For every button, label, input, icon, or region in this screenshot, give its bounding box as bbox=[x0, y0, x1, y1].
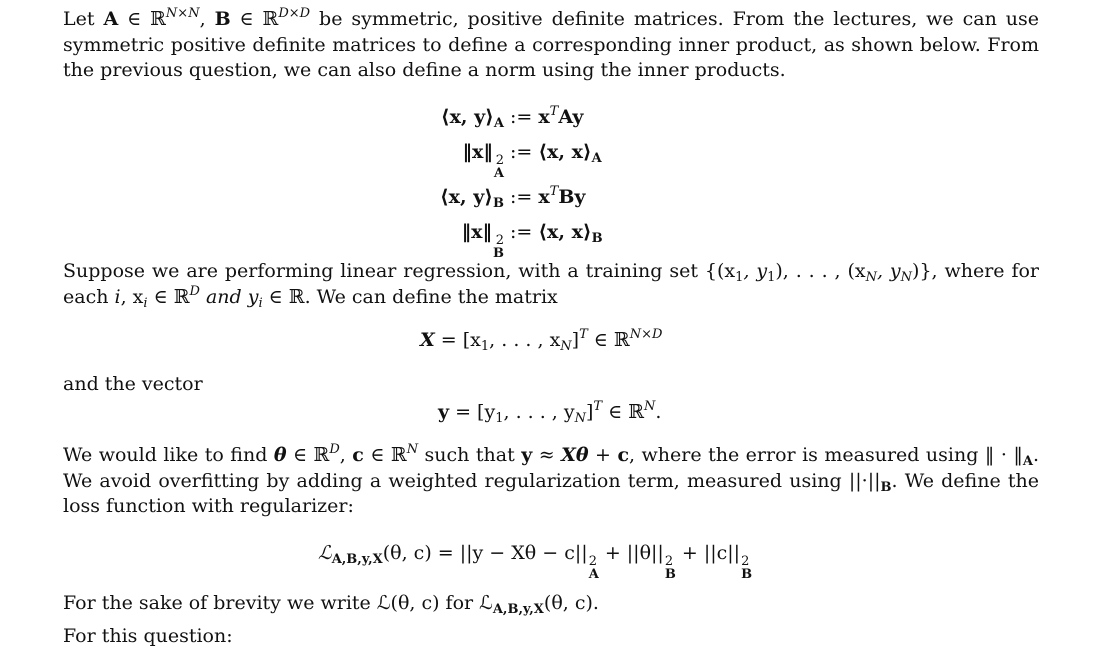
for-this-question-text: For this question: bbox=[63, 625, 233, 647]
def-1-rhs: $x^TAy$ bbox=[538, 104, 584, 128]
def-1-lhs: ⟨x, $y⟩_A$ := bbox=[440, 106, 533, 131]
def-3-lhs: ⟨x, $y⟩_B$ := bbox=[440, 186, 533, 211]
vector-y-equation: $y = [y_1$, . . . , $y_N]^T$ ∈ ℝ$^N$. bbox=[438, 399, 662, 426]
def-4-lhs: ‖x‖ 2 B := bbox=[461, 221, 533, 261]
intro-paragraph: Let A ∈ ℝ$^{N\times N}$, B ∈ ℝ$^{D\times D}$ be symmetric, positive definite matrices. From the lectures, we can use symmetric positive definite matrices to define a corresponding inner product, as shown below. From the previous question, we can also define a norm using the inner products. bbox=[63, 6, 1039, 81]
goal-paragraph: We would like to find θ ∈ ℝ$^D$, c ∈ ℝ$^N$ such that y ≈ Xθ + c, where the error is measured using ‖ · $‖_A$. We avoid overfitting by adding a weighted regularization term, measured using $||\cdot||_B$. We define the loss function with regularizer: bbox=[63, 442, 1039, 517]
matrix-X-equation: $X = [x_1$, . . . , $x_N]^T$ ∈ ℝ$^{N\times D}$ bbox=[420, 327, 663, 354]
regression-paragraph: Suppose we are performing linear regression, with a training set {($x_1$, $y_1$), . . . , ($x_N$, $y_N$)}, where for each i, $x_i$ ∈ ℝ$^D$ and $y_i$ ∈ ℝ. We can define the matrix bbox=[63, 260, 1039, 311]
and-the-vector-text: and the vector bbox=[63, 373, 203, 395]
loss-function-equation: ℒ$_{A,B,y,X}$(θ, c) = ||y − Xθ − c|| 2 A + ||θ|| 2 B + ||c|| 2 B bbox=[318, 542, 753, 582]
def-3-rhs: $x^TBy$ bbox=[538, 184, 586, 208]
def-2-lhs: ‖x‖ 2 A := bbox=[462, 141, 533, 181]
def-2-rhs: ⟨x, $x⟩_A$ bbox=[538, 141, 602, 166]
brevity-paragraph: For the sake of brevity we write ℒ(θ, c) for ℒ$_{A,B,y,X}$(θ, c). bbox=[63, 592, 599, 617]
def-4-rhs: ⟨x, $x⟩_B$ bbox=[538, 221, 603, 246]
inner-product-definitions bbox=[440, 100, 603, 260]
